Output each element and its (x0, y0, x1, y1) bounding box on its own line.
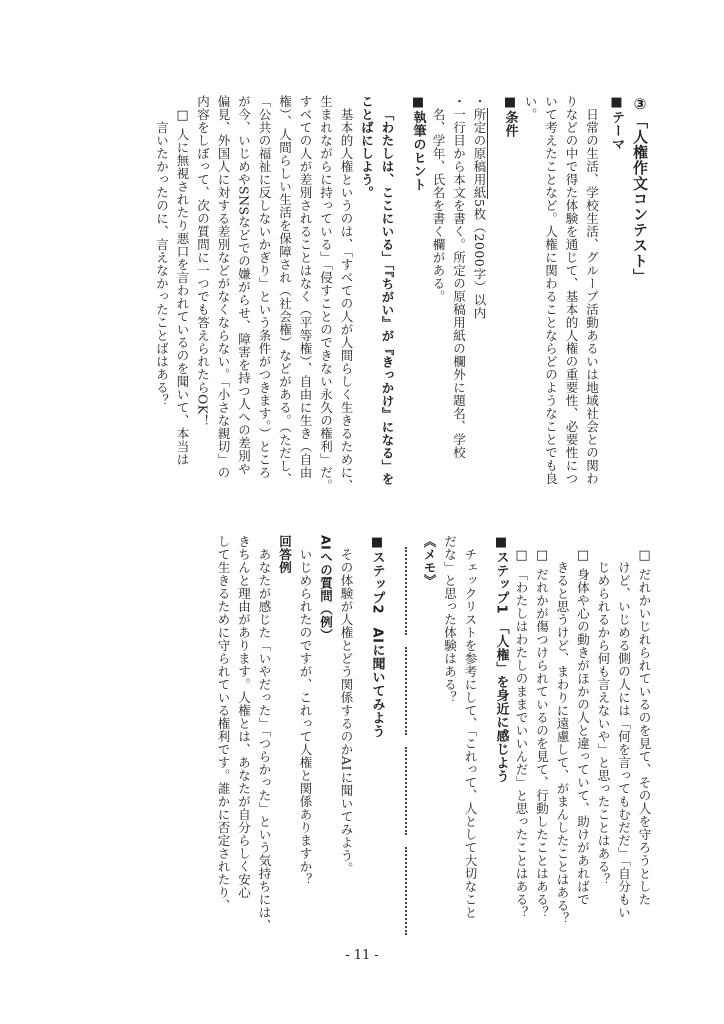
checklist-item[interactable] (634, 535, 655, 935)
answer-line: きちんと理由があります。人権とは、あなたが自分らしく安心 (236, 535, 252, 899)
checkbox-icon[interactable]: □ (514, 548, 529, 564)
hint-bold-line: ことばにしよう。 (359, 95, 375, 199)
theme-line: い。 (523, 95, 538, 121)
hints-heading: ■執筆のヒント (410, 95, 426, 192)
checklist-continuation: じめられるから何も言えないや」と思ったことはある？ (596, 561, 611, 886)
theme-line: りなどの中で得た体験を通じて、基本的人権の重要性、必要性につ (564, 95, 579, 485)
bullet: ・ (472, 95, 487, 108)
theme-heading: ■テーマ (609, 95, 624, 151)
memo-line[interactable] (405, 647, 407, 735)
condition-item (469, 95, 490, 495)
checklist-item[interactable] (511, 535, 532, 935)
bullet: ・ (451, 95, 467, 108)
step1-heading: ■ステップ1 「人権」を身近に感じよう (493, 535, 509, 784)
condition-text: 一行目から本文を書く。所定の原稿用紙の欄外に題名、学校 (451, 108, 467, 459)
checklist-item[interactable] (172, 95, 193, 495)
checkbox-icon[interactable]: □ (534, 548, 550, 564)
hint-body-line: 内容をしぼって、次の質問に一つでも答えられたらOK！ (195, 95, 211, 428)
checklist-text: 「わたしはわたしのままでいいんだ」と思ったことはある？ (514, 567, 529, 919)
hint-body-line: 権）、人間らしい生活を保障され（社会権）などがある。（ただし、 (277, 95, 293, 486)
checklist-text: だれかいじれられているのを見て、その人を守ろうとした (637, 567, 652, 906)
lower-section (213, 535, 655, 935)
memo-area[interactable] (393, 535, 419, 935)
manuscript-paper-text: 所定の原稿用紙 (472, 108, 487, 199)
conditions-heading: ■条件 (502, 95, 518, 138)
upper-section (151, 95, 654, 495)
hint-body-line: 生まれながらに持っている」「侵すことのできない永久の権利」だ。 (318, 95, 334, 492)
ai-question-label: AIへの質問（例） (318, 535, 334, 642)
memo-label: 《メモ》 (422, 535, 437, 587)
hint-body-line: 偏見、外国人に対する差別などがなくならない。「小さな親切」の (216, 95, 231, 479)
checklist-continuation: けど、いじめる側の人には「何を言ってもむだだ」「自分もい (616, 561, 632, 919)
checklist-continuation: きると思うけど、まわりに遠慮して、がまんしたことはある？ (555, 561, 570, 925)
condition-text: 5枚（2000字）以内 (472, 199, 487, 320)
contest-title: 「人権作文コンテスト」 (631, 113, 649, 284)
checkbox-icon[interactable]: □ (637, 548, 652, 564)
answer-line: して生きるために守られている権利です。誰かに否定されたり、 (216, 535, 231, 912)
page-number: - 11 - (345, 948, 379, 963)
checklist-item[interactable] (531, 535, 552, 935)
hint-body-line: 「公共の福祉に反しないかぎり」という条件がつきます。）ところ (257, 95, 272, 479)
condition-item: 名、学年、氏名を書く欄がある。 (431, 108, 446, 303)
hint-body-line: が今、いじめやSNSなどでの嫌がらせ、障害を持つ人への差別や (236, 95, 252, 476)
checklist-text: だれかが傷つけられているのを見て、行動したことはある？ (534, 567, 550, 919)
memo-line[interactable] (405, 747, 407, 835)
hint-bold-line: 「わたしは、ここにいる」「『ちがい』が『きっかけ』になる」を (380, 108, 395, 486)
checkbox-icon[interactable]: □ (575, 548, 591, 564)
page-title (626, 95, 654, 495)
checkbox-icon[interactable]: □ (175, 108, 190, 124)
step1-line: だな」と思った体験はある？ (442, 535, 458, 704)
theme-line: 日常の生活、学校生活、グループ活動あるいは地域社会との関わ (584, 108, 600, 485)
step1-line: チェックリストを参考にして、「これって、人として大切なこと (463, 548, 478, 919)
condition-item (448, 95, 469, 495)
memo-line[interactable] (405, 847, 407, 935)
section-number: ③ (631, 95, 649, 114)
step2-intro: その体験が人権とどう関係するのかAIに聞いてみよう。 (339, 548, 354, 875)
answer-line: あなたが感じた「いやだった」「つらかった」という気持ちには、 (257, 548, 272, 932)
hint-body-line: 基本的人権というのは、「すべての人が人間らしく生きるために、 (339, 108, 354, 492)
theme-line: いて考えたことなど。人権に関わることならどのようなことでも良 (543, 95, 559, 485)
ai-question: いじめられたのですが、これって人権と関係ありますか？ (298, 548, 313, 886)
step2-heading: ■ステップ2 AIに聞いてみよう (369, 535, 385, 738)
memo-line[interactable] (405, 547, 407, 635)
checklist-text: 身体や心の動きがほかの人と違っていて、助けがあればで (575, 567, 591, 906)
answer-label: 回答例 (277, 535, 293, 574)
checklist-item[interactable] (572, 535, 593, 935)
checklist-text: 人に無視されたり悪口を言われているのを聞いて、本当は (175, 127, 190, 466)
hint-body-line: すべての人が差別されることはなく（平等権）、自由に生き（自由 (298, 95, 313, 479)
checklist-continuation: 言いたかったのに、言えなかったことばはある？ (154, 121, 170, 407)
